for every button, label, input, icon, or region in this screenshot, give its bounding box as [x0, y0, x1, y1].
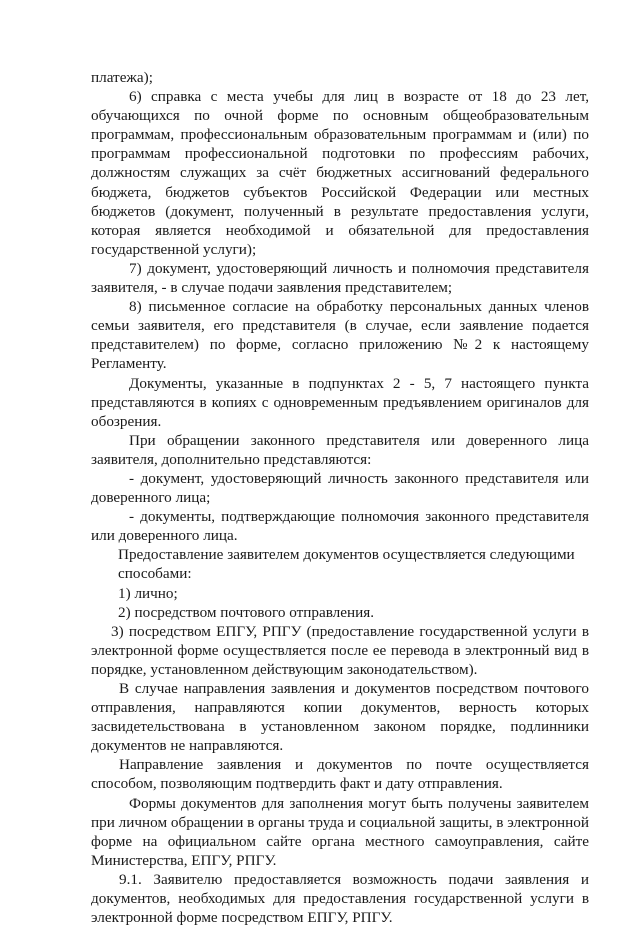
paragraph-representative: При обращении законного представителя или доверенного лица заявителя, дополнительно представляются:	[91, 431, 589, 468]
paragraph-item-8: 8) письменное согласие на обработку персональных данных членов семьи заявителя, его представителя (в случае, если заявление подается представителем) по форме, согласно приложению №2 к настоящему Регламенту.	[91, 298, 589, 373]
paragraph-submission-methods: Предоставление заявителем документов осуществляется следующими способами:	[118, 546, 575, 583]
paragraph-copies-note: Документы, указанные в подпунктах 2 - 5, 7 настоящего пункта представляются в копиях с одновременным предъявлением оригиналов для обозрения.	[91, 374, 589, 430]
paragraph-rep-identity: - документ, удостоверяющий личность законного представителя или доверенного лица;	[91, 469, 589, 507]
paragraph-postal-method: Направление заявления и документов по почте осуществляется способом, позволяющим подтвердить факт и дату отправления.	[91, 756, 589, 793]
document-body	[91, 68, 589, 927]
paragraph-rep-authority: - документы, подтверждающие полномочия законного представителя или доверенного лица.	[91, 508, 589, 545]
paragraph-section-9-1: 9.1. Заявителю предоставляется возможность подачи заявления и документов, необходимых для предоставления государственной услуги в электронной форме посредством ЕПГУ, РПГУ.	[91, 870, 589, 927]
paragraph-postal-sending: В случае направления заявления и документов посредством почтового отправления, направляются копии документов, верность которых засвидетельствована в установленном законом порядке, подлинники документов не направляются.	[91, 680, 589, 755]
list-item-by-post: 2) посредством почтового отправления.	[118, 603, 375, 621]
paragraph-item-7: 7) документ, удостоверяющий личность и полномочия представителя заявителя, - в случае подачи заявления представителем;	[91, 259, 589, 297]
list-item-online-portal: 3) посредством ЕПГУ, РПГУ (предоставление государственной услуги в электронной форме осуществляется после ее перевода в электронный вид в порядке, установленном действующим законодательством).	[91, 622, 589, 678]
list-item-in-person: 1) лично;	[118, 584, 178, 602]
paragraph-item-6: 6) справка с места учебы для лиц в возрасте от 18 до 23 лет, обучающихся по очной форме по основным общеобразовательным программам, профессиональным образовательным программам и (или) по программам профессиональной подготовки по профессиям рабочих, должностям служащих за счёт бюджетных ассигнований федерального бюджета, бюджетов субъектов Российской Федерации или местных бюджетов (документ, полученный в результате предоставления услуги, которая является необходимой и обязательной для предоставления государственной услуги);	[91, 88, 589, 258]
paragraph-fragment: платежа);	[91, 69, 153, 86]
paragraph-forms: Формы документов для заполнения могут быть получены заявителем при личном обращении в органы труда и социальной защиты, в электронной форме на официальном сайте органа местного самоуправления, сайте Министерства, ЕПГУ, РПГУ.	[91, 794, 589, 869]
